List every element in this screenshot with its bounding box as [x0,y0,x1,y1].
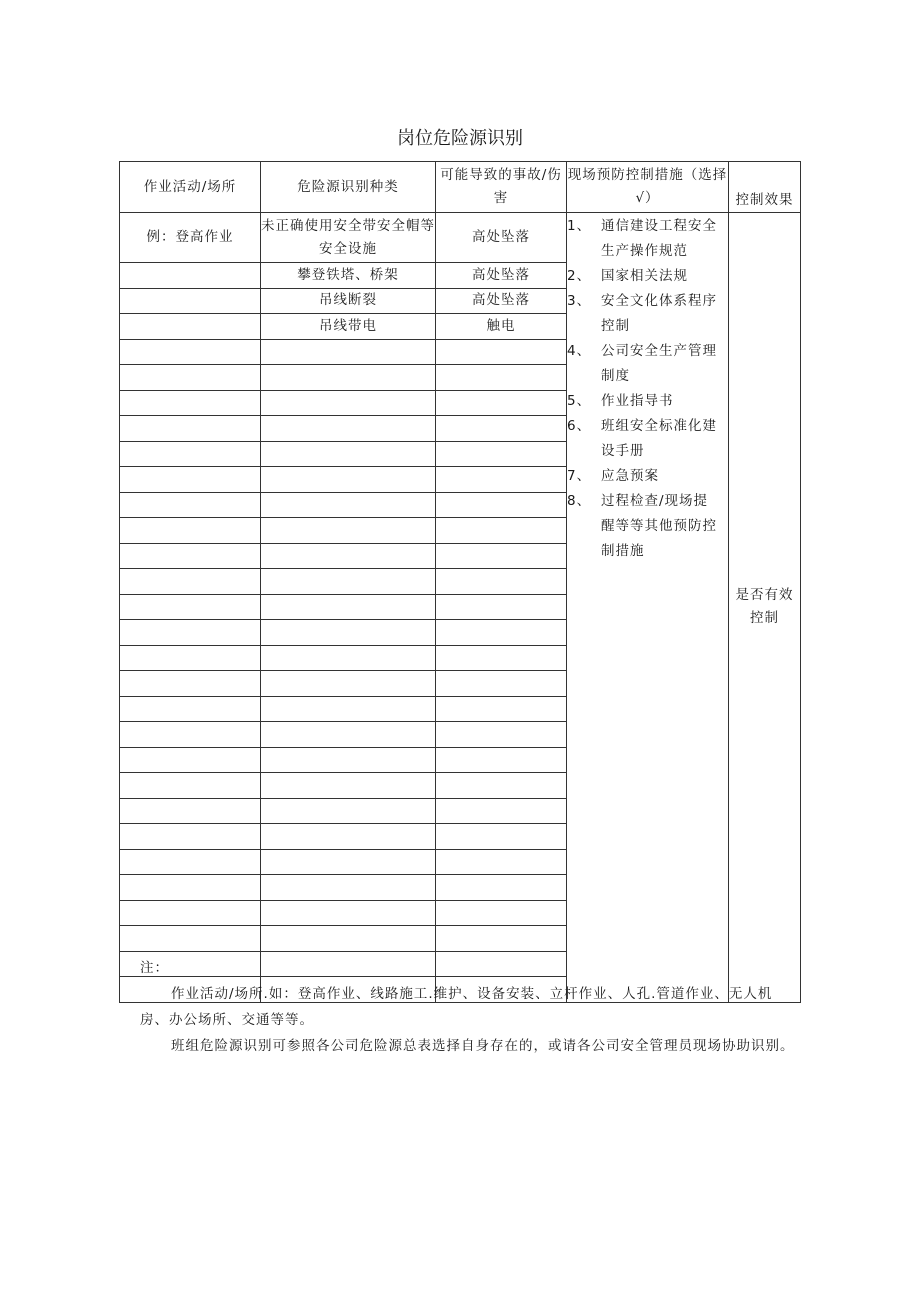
cell-accident [436,390,567,416]
cell-activity [120,671,261,697]
cell-accident: 触电 [436,314,567,340]
cell-hazard [261,441,436,467]
cell-hazard [261,543,436,569]
measure-text: 国家相关法规 [601,268,688,284]
measure-item [567,339,728,389]
measure-number: 8、 [567,493,592,509]
cell-hazard [261,926,436,952]
cell-hazard [261,773,436,799]
cell-activity [120,569,261,595]
cell-accident [436,492,567,518]
measure-item [567,414,728,464]
cell-activity [120,339,261,365]
cell-hazard [261,620,436,646]
cell-hazard: 吊线带电 [261,314,436,340]
cell-accident [436,671,567,697]
measure-item [567,489,728,564]
cell-accident [436,722,567,748]
cell-activity [120,696,261,722]
cell-activity [120,467,261,493]
measure-text: 公司安全生产管理制度 [601,343,717,384]
measures-list [567,213,728,564]
cell-hazard: 攀登铁塔、桥架 [261,263,436,289]
measure-item [567,389,728,414]
cell-accident [436,645,567,671]
cell-hazard [261,365,436,391]
cell-activity [120,263,261,289]
cell-hazard: 未正确使用安全带安全帽等安全设施 [261,213,436,263]
page-title: 岗位危险源识别 [397,128,523,149]
cell-activity [120,722,261,748]
measure-number: 5、 [567,393,592,409]
cell-accident [436,824,567,850]
cell-activity [120,926,261,952]
measure-text: 安全文化体系程序控制 [601,293,717,334]
notes-line-2: 班组危险源识别可参照各公司危险源总表选择自身存在的，或请各公司安全管理员现场协助识别。 [171,1038,795,1054]
cell-accident [436,900,567,926]
cell-activity [120,543,261,569]
cell-accident [436,594,567,620]
cell-hazard [261,798,436,824]
cell-hazard [261,569,436,595]
measure-number: 1、 [567,218,592,234]
cell-hazard [261,824,436,850]
cell-accident [436,696,567,722]
measure-text: 应急预案 [601,468,659,484]
cell-activity [120,900,261,926]
cell-hazard: 吊线断裂 [261,288,436,314]
measure-number: 6、 [567,418,592,434]
cell-activity [120,390,261,416]
cell-hazard [261,467,436,493]
cell-activity [120,747,261,773]
cell-accident [436,773,567,799]
measure-item [567,289,728,339]
cell-accident [436,543,567,569]
measure-text: 班组安全标准化建设手册 [601,418,717,459]
measure-number: 3、 [567,293,592,309]
cell-activity: 例：登高作业 [120,213,261,263]
cell-activity [120,365,261,391]
cell-accident [436,416,567,442]
measure-text: 过程检查/现场提醒等等其他预防控制措施 [601,493,717,559]
cell-accident [436,747,567,773]
cell-accident [436,875,567,901]
table-row [120,213,801,263]
cell-accident: 高处坠落 [436,263,567,289]
cell-activity [120,824,261,850]
header-activity: 作业活动/场所 [120,162,261,213]
cell-hazard [261,390,436,416]
header-measures: 现场预防控制措施（选择√） [567,162,729,213]
measure-text: 通信建设工程安全生产操作规范 [601,218,717,259]
header-effect: 控制效果 [729,162,801,213]
effect-cell: 是否有效控制 [729,213,801,1003]
cell-accident [436,441,567,467]
cell-hazard [261,900,436,926]
cell-hazard [261,722,436,748]
cell-accident [436,620,567,646]
cell-activity [120,416,261,442]
notes-line-1: 作业活动/场所.如：登高作业、线路施工.维护、设备安装、立杆作业、人孔.管道作业、无人机房、办公场所、交通等等。 [140,986,773,1028]
measure-number: 7、 [567,468,592,484]
cell-accident: 高处坠落 [436,288,567,314]
header-possible-accident: 可能导致的事故/伤害 [436,162,567,213]
measure-item [567,214,728,264]
cell-accident [436,798,567,824]
cell-hazard [261,645,436,671]
cell-accident [436,518,567,544]
measure-item [567,464,728,489]
cell-activity [120,875,261,901]
measure-number: 4、 [567,343,592,359]
cell-activity [120,288,261,314]
cell-accident: 高处坠落 [436,213,567,263]
header-hazard-type: 危险源识别种类 [261,162,436,213]
cell-activity [120,314,261,340]
measure-number: 2、 [567,268,592,284]
cell-accident [436,926,567,952]
cell-activity [120,518,261,544]
cell-hazard [261,594,436,620]
measure-text: 作业指导书 [601,393,674,409]
cell-activity [120,773,261,799]
notes-label: 注： [140,960,169,976]
cell-activity [120,798,261,824]
cell-hazard [261,671,436,697]
cell-hazard [261,696,436,722]
cell-accident [436,467,567,493]
notes-section [140,955,800,1059]
cell-hazard [261,849,436,875]
cell-hazard [261,875,436,901]
cell-accident [436,569,567,595]
cell-hazard [261,747,436,773]
cell-hazard [261,416,436,442]
cell-hazard [261,339,436,365]
cell-accident [436,339,567,365]
cell-hazard [261,518,436,544]
cell-accident [436,365,567,391]
cell-activity [120,620,261,646]
cell-activity [120,492,261,518]
cell-activity [120,849,261,875]
cell-accident [436,849,567,875]
cell-activity [120,441,261,467]
hazard-table [119,161,801,1003]
measure-item [567,264,728,289]
cell-hazard [261,492,436,518]
cell-activity [120,645,261,671]
cell-activity [120,594,261,620]
header-row [120,162,801,213]
measures-cell [567,213,729,1003]
